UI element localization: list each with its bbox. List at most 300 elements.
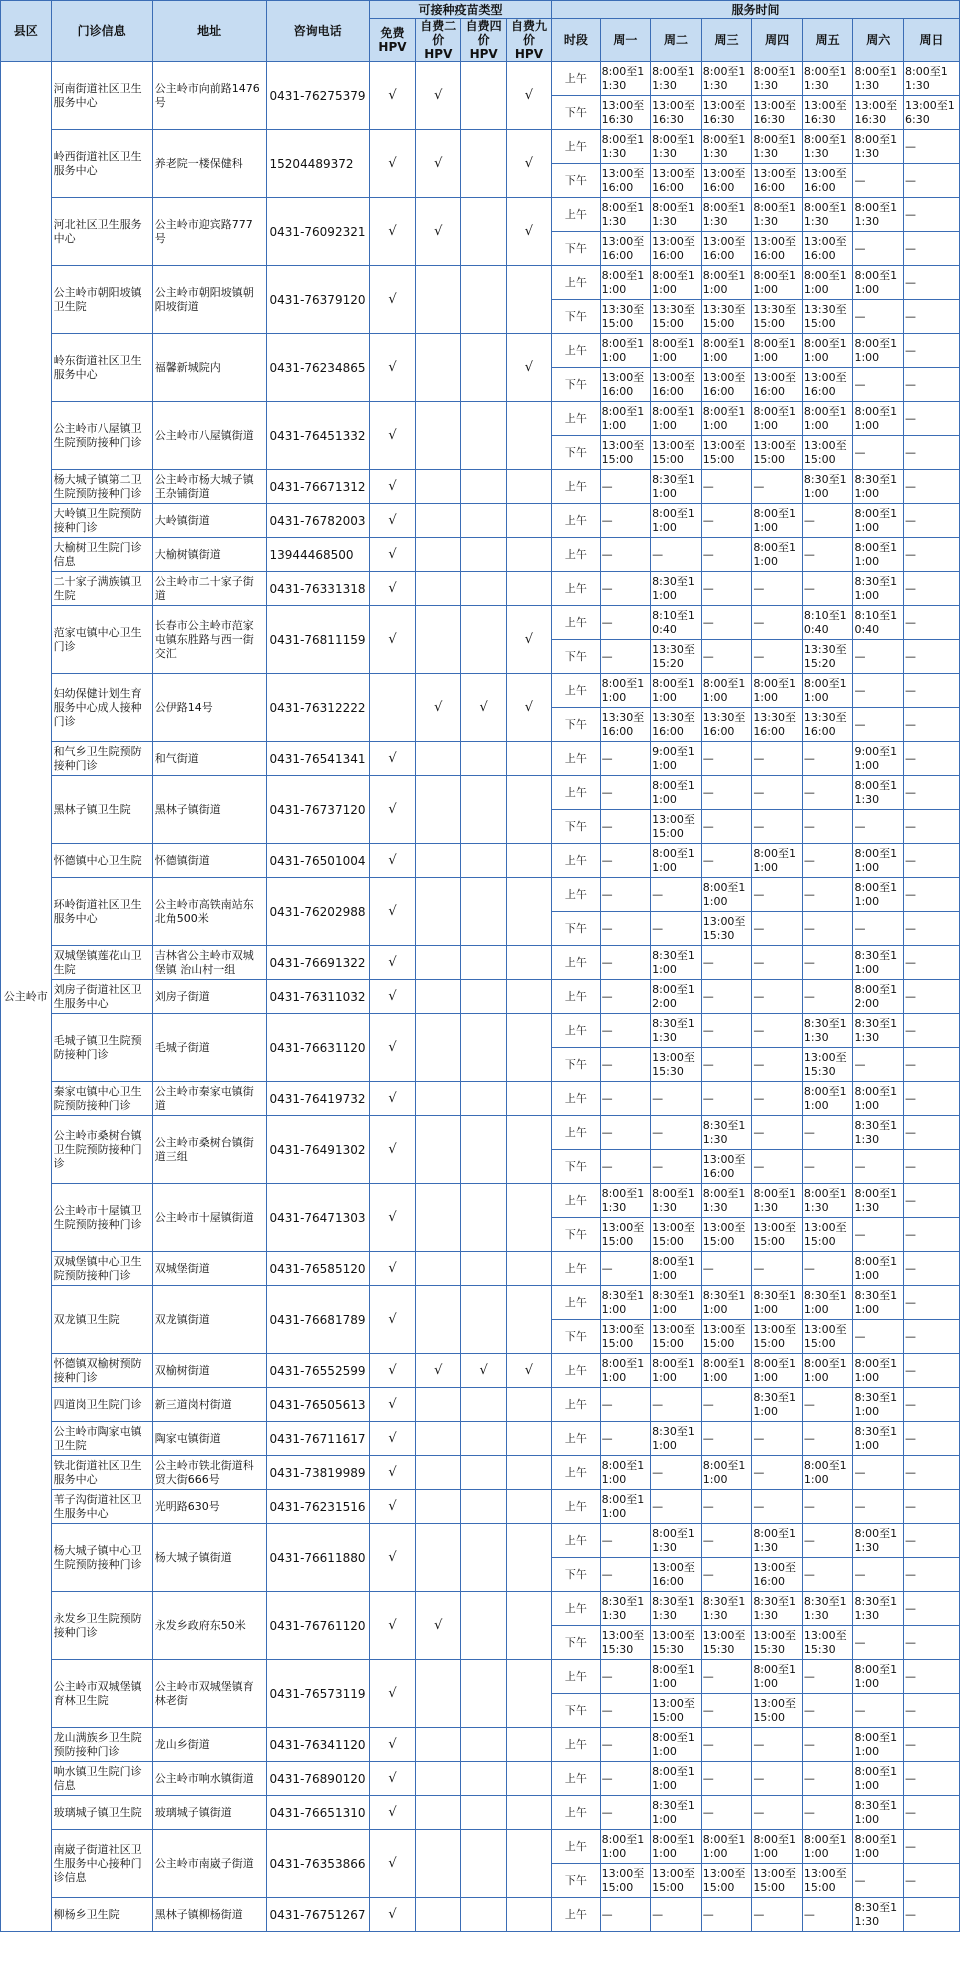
clinic-address: 毛城子街道	[152, 1014, 266, 1082]
table-row	[1, 1830, 960, 1864]
clinic-name: 铁北街道社区卫生服务中心	[51, 1456, 152, 1490]
time-sat: —	[853, 1150, 904, 1184]
time-sun: —	[904, 1116, 960, 1150]
session-period: 下午	[552, 1626, 600, 1660]
time-sat: —	[853, 368, 904, 402]
time-fri: —	[802, 1796, 853, 1830]
time-wed: 8:00至11:00	[701, 1354, 752, 1388]
clinic-name: 刘房子街道社区卫生服务中心	[51, 980, 152, 1014]
table-row	[1, 130, 960, 164]
clinic-address: 公伊路14号	[152, 674, 266, 742]
vaccine-free-check: √	[369, 1592, 415, 1660]
vaccine-9v-check	[506, 878, 551, 946]
clinic-phone: 0431-76737120	[266, 776, 369, 844]
time-sat: —	[853, 164, 904, 198]
time-sat: 8:30至11:00	[853, 470, 904, 504]
time-sat: —	[853, 810, 904, 844]
time-tue: —	[651, 1082, 702, 1116]
header-wed: 周三	[701, 19, 752, 62]
clinic-name: 河南街道社区卫生服务中心	[51, 62, 152, 130]
header-vaccine-4v: 自费四价 HPV	[461, 19, 506, 62]
vaccine-free-check: √	[369, 606, 415, 674]
time-mon: 13:00至15:00	[600, 1218, 651, 1252]
session-period: 上午	[552, 1422, 600, 1456]
time-sun: —	[904, 504, 960, 538]
vaccine-free-check: √	[369, 1184, 415, 1252]
vaccine-free-check: √	[369, 1728, 415, 1762]
time-thu: —	[752, 776, 803, 810]
clinic-address: 养老院一楼保健科	[152, 130, 266, 198]
time-fri: 8:00至11:00	[802, 674, 853, 708]
time-sun: —	[904, 1898, 960, 1932]
vaccine-9v-check	[506, 1490, 551, 1524]
vaccine-9v-check	[506, 1898, 551, 1932]
vaccine-4v-check	[461, 1728, 506, 1762]
time-sat: 8:00至11:30	[853, 1184, 904, 1218]
time-fri: 8:30至11:00	[802, 1286, 853, 1320]
table-row	[1, 1490, 960, 1524]
time-mon: —	[600, 470, 651, 504]
time-tue: 8:00至11:00	[651, 504, 702, 538]
clinic-address: 刘房子街道	[152, 980, 266, 1014]
time-tue: 8:00至11:00	[651, 1660, 702, 1694]
time-wed: —	[701, 1898, 752, 1932]
clinic-phone: 0431-76501004	[266, 844, 369, 878]
vaccine-free-check: √	[369, 878, 415, 946]
clinic-name: 永发乡卫生院预防接种门诊	[51, 1592, 152, 1660]
time-sat: —	[853, 1320, 904, 1354]
vaccine-9v-check	[506, 1286, 551, 1354]
session-period: 下午	[552, 164, 600, 198]
clinic-phone: 0431-76552599	[266, 1354, 369, 1388]
time-fri: —	[802, 878, 853, 912]
clinic-name: 双城堡镇中心卫生院预防接种门诊	[51, 1252, 152, 1286]
time-tue: —	[651, 1490, 702, 1524]
vaccine-2v-check	[416, 402, 461, 470]
vaccine-9v-check: √	[506, 62, 551, 130]
time-fri: —	[802, 946, 853, 980]
header-vaccine-group: 可接种疫苗类型	[369, 1, 551, 19]
time-wed: 13:30至15:00	[701, 300, 752, 334]
table-row	[1, 1728, 960, 1762]
clinic-address: 公主岭市十屋镇街道	[152, 1184, 266, 1252]
session-period: 上午	[552, 1184, 600, 1218]
clinic-address: 黑林子镇柳杨街道	[152, 1898, 266, 1932]
clinic-address: 双城堡街道	[152, 1252, 266, 1286]
time-thu: —	[752, 980, 803, 1014]
time-thu: 8:00至11:00	[752, 402, 803, 436]
clinic-address: 长春市公主岭市范家屯镇东胜路与西一街交汇	[152, 606, 266, 674]
clinic-phone: 0431-76331318	[266, 572, 369, 606]
vaccine-9v-check	[506, 1762, 551, 1796]
time-sat: 8:00至11:00	[853, 334, 904, 368]
session-period: 上午	[552, 504, 600, 538]
header-sun: 周日	[904, 19, 960, 62]
table-row	[1, 776, 960, 810]
clinic-name: 环岭街道社区卫生服务中心	[51, 878, 152, 946]
time-thu: 13:00至15:00	[752, 1218, 803, 1252]
time-thu: 8:00至11:00	[752, 538, 803, 572]
table-row	[1, 1422, 960, 1456]
vaccine-free-check: √	[369, 1286, 415, 1354]
vaccine-free-check: √	[369, 470, 415, 504]
time-sat: 8:30至11:30	[853, 1898, 904, 1932]
time-fri: 8:30至11:30	[802, 1592, 853, 1626]
vaccine-free-check: √	[369, 1252, 415, 1286]
time-sun: —	[904, 470, 960, 504]
session-period: 上午	[552, 742, 600, 776]
header-clinic: 门诊信息	[51, 1, 152, 62]
session-period: 上午	[552, 1252, 600, 1286]
time-fri: 13:00至16:30	[802, 96, 853, 130]
time-thu: —	[752, 1728, 803, 1762]
time-sun: —	[904, 1558, 960, 1592]
vaccine-2v-check	[416, 1728, 461, 1762]
time-thu: 8:00至11:00	[752, 1354, 803, 1388]
time-tue: 8:00至11:30	[651, 198, 702, 232]
time-thu: 13:00至16:30	[752, 96, 803, 130]
time-mon: 13:00至16:30	[600, 96, 651, 130]
time-sat: 8:30至11:30	[853, 1116, 904, 1150]
table-row	[1, 1796, 960, 1830]
time-sat: 8:00至11:00	[853, 402, 904, 436]
time-wed: —	[701, 1660, 752, 1694]
time-tue: 13:00至15:30	[651, 1626, 702, 1660]
time-fri: —	[802, 980, 853, 1014]
session-period: 上午	[552, 1524, 600, 1558]
time-mon: —	[600, 1388, 651, 1422]
header-thu: 周四	[752, 19, 803, 62]
clinic-name: 妇幼保健计划生育服务中心成人接种门诊	[51, 674, 152, 742]
clinic-name: 大榆树卫生院门诊信息	[51, 538, 152, 572]
time-sat: —	[853, 1626, 904, 1660]
session-period: 上午	[552, 1592, 600, 1626]
session-period: 上午	[552, 1286, 600, 1320]
vaccine-4v-check	[461, 1660, 506, 1728]
table-row	[1, 1762, 960, 1796]
vaccine-4v-check	[461, 62, 506, 130]
session-period: 上午	[552, 1014, 600, 1048]
time-tue: —	[651, 1456, 702, 1490]
time-sat: 8:30至11:00	[853, 1796, 904, 1830]
vaccine-4v-check	[461, 742, 506, 776]
session-period: 下午	[552, 300, 600, 334]
vaccine-4v-check	[461, 130, 506, 198]
session-period: 上午	[552, 1490, 600, 1524]
time-tue: —	[651, 1116, 702, 1150]
time-thu: —	[752, 470, 803, 504]
vaccine-4v-check	[461, 1422, 506, 1456]
time-thu: 13:00至16:00	[752, 368, 803, 402]
time-fri: 13:00至16:00	[802, 232, 853, 266]
time-wed: —	[701, 980, 752, 1014]
time-mon: —	[600, 538, 651, 572]
session-period: 上午	[552, 1898, 600, 1932]
time-mon: —	[600, 912, 651, 946]
time-sat: 8:00至11:00	[853, 878, 904, 912]
vaccine-2v-check	[416, 844, 461, 878]
time-tue: —	[651, 878, 702, 912]
time-sat: 8:30至11:00	[853, 1388, 904, 1422]
time-tue: 8:00至11:00	[651, 674, 702, 708]
time-wed: 8:00至11:00	[701, 674, 752, 708]
vaccine-4v-check	[461, 1796, 506, 1830]
time-fri: 13:00至15:30	[802, 1626, 853, 1660]
table-row	[1, 1184, 960, 1218]
vaccine-4v-check	[461, 606, 506, 674]
time-mon: 13:00至15:00	[600, 436, 651, 470]
time-thu: 13:00至16:00	[752, 232, 803, 266]
vaccine-4v-check	[461, 1456, 506, 1490]
vaccine-free-check: √	[369, 1898, 415, 1932]
clinic-phone: 0431-76471303	[266, 1184, 369, 1252]
clinic-address: 公主岭市向前路1476号	[152, 62, 266, 130]
clinic-name: 岭东街道社区卫生服务中心	[51, 334, 152, 402]
vaccine-free-check: √	[369, 946, 415, 980]
time-thu: —	[752, 640, 803, 674]
clinic-name: 大岭镇卫生院预防接种门诊	[51, 504, 152, 538]
time-wed: —	[701, 810, 752, 844]
time-wed: —	[701, 776, 752, 810]
time-tue: 13:00至15:00	[651, 1694, 702, 1728]
time-tue: 8:00至11:00	[651, 1762, 702, 1796]
time-tue: 8:00至11:00	[651, 334, 702, 368]
session-period: 上午	[552, 538, 600, 572]
clinic-address: 公主岭市南崴子街道	[152, 1830, 266, 1898]
clinic-phone: 0431-76275379	[266, 62, 369, 130]
session-period: 上午	[552, 130, 600, 164]
clinic-name: 杨大城子镇第二卫生院预防接种门诊	[51, 470, 152, 504]
vaccine-9v-check	[506, 1456, 551, 1490]
time-sat: —	[853, 300, 904, 334]
time-mon: 8:30至11:00	[600, 1286, 651, 1320]
vaccine-free-check: √	[369, 1796, 415, 1830]
time-sun: —	[904, 1762, 960, 1796]
time-fri: —	[802, 1558, 853, 1592]
time-fri: —	[802, 1388, 853, 1422]
vaccine-2v-check	[416, 878, 461, 946]
time-sun: —	[904, 1796, 960, 1830]
time-thu: —	[752, 810, 803, 844]
header-phone: 咨询电话	[266, 1, 369, 62]
time-tue: 8:00至11:00	[651, 844, 702, 878]
time-wed: 13:00至16:00	[701, 1150, 752, 1184]
time-wed: —	[701, 606, 752, 640]
time-fri: 8:00至11:30	[802, 1184, 853, 1218]
vaccine-9v-check	[506, 1592, 551, 1660]
time-tue: —	[651, 538, 702, 572]
time-mon: 8:00至11:00	[600, 674, 651, 708]
vaccine-free-check: √	[369, 1422, 415, 1456]
time-thu: —	[752, 606, 803, 640]
clinic-phone: 0431-76782003	[266, 504, 369, 538]
clinic-name: 怀德镇双榆树预防接种门诊	[51, 1354, 152, 1388]
clinic-name: 双龙镇卫生院	[51, 1286, 152, 1354]
time-sat: —	[853, 1048, 904, 1082]
time-tue: 9:00至11:00	[651, 742, 702, 776]
time-mon: —	[600, 1048, 651, 1082]
time-sat: 8:30至11:30	[853, 1014, 904, 1048]
session-period: 上午	[552, 878, 600, 912]
clinic-name: 范家屯镇中心卫生门诊	[51, 606, 152, 674]
time-tue: 13:30至16:00	[651, 708, 702, 742]
time-fri: 8:00至11:00	[802, 1354, 853, 1388]
time-mon: 13:00至16:00	[600, 368, 651, 402]
session-period: 上午	[552, 1796, 600, 1830]
vaccine-free-check: √	[369, 1116, 415, 1184]
time-thu: 8:00至11:00	[752, 334, 803, 368]
time-thu: 8:00至11:30	[752, 198, 803, 232]
vaccine-free-check: √	[369, 1524, 415, 1592]
vaccine-4v-check	[461, 538, 506, 572]
time-tue: 8:00至11:30	[651, 130, 702, 164]
session-period: 上午	[552, 1354, 600, 1388]
time-thu: 13:00至15:30	[752, 1626, 803, 1660]
time-fri: —	[802, 538, 853, 572]
time-wed: 8:30至11:30	[701, 1592, 752, 1626]
time-fri: 8:00至11:30	[802, 198, 853, 232]
table-row	[1, 1354, 960, 1388]
time-wed: 13:00至16:30	[701, 96, 752, 130]
time-tue: 8:30至11:00	[651, 946, 702, 980]
clinic-name: 河北社区卫生服务中心	[51, 198, 152, 266]
time-sun: —	[904, 1864, 960, 1898]
time-wed: —	[701, 1014, 752, 1048]
vaccine-2v-check	[416, 572, 461, 606]
vaccine-9v-check	[506, 1728, 551, 1762]
time-thu: 8:30至11:30	[752, 1592, 803, 1626]
time-mon: —	[600, 640, 651, 674]
vaccine-free-check: √	[369, 504, 415, 538]
table-row	[1, 1014, 960, 1048]
time-fri: 13:30至15:00	[802, 300, 853, 334]
time-thu: 8:00至11:30	[752, 130, 803, 164]
session-period: 上午	[552, 1116, 600, 1150]
time-sat: —	[853, 1864, 904, 1898]
time-fri: —	[802, 1252, 853, 1286]
time-wed: 8:00至11:00	[701, 266, 752, 300]
time-thu: 8:30至11:00	[752, 1388, 803, 1422]
time-thu: —	[752, 1422, 803, 1456]
clinic-name: 玻璃城子镇卫生院	[51, 1796, 152, 1830]
time-sat: 8:00至11:00	[853, 1728, 904, 1762]
vaccine-9v-check: √	[506, 130, 551, 198]
time-fri: —	[802, 1898, 853, 1932]
time-thu: —	[752, 878, 803, 912]
vaccine-2v-check	[416, 606, 461, 674]
session-period: 上午	[552, 470, 600, 504]
clinic-address: 公主岭市八屋镇街道	[152, 402, 266, 470]
time-sat: 8:00至11:30	[853, 198, 904, 232]
time-mon: —	[600, 878, 651, 912]
session-period: 上午	[552, 1728, 600, 1762]
table-row	[1, 470, 960, 504]
time-fri: 8:00至11:00	[802, 334, 853, 368]
table-row	[1, 1286, 960, 1320]
clinic-name: 毛城子镇卫生院预防接种门诊	[51, 1014, 152, 1082]
time-mon: —	[600, 844, 651, 878]
time-wed: —	[701, 538, 752, 572]
time-mon: 8:00至11:30	[600, 198, 651, 232]
vaccine-9v-check	[506, 504, 551, 538]
time-mon: —	[600, 1252, 651, 1286]
time-mon: 8:30至11:30	[600, 1592, 651, 1626]
vaccine-9v-check	[506, 538, 551, 572]
clinic-phone: 0431-76491302	[266, 1116, 369, 1184]
time-wed: —	[701, 946, 752, 980]
table-row	[1, 674, 960, 708]
time-wed: 13:00至16:00	[701, 164, 752, 198]
header-vaccine-9v: 自费九价 HPV	[506, 19, 551, 62]
time-wed: 8:30至11:30	[701, 1116, 752, 1150]
header-tue: 周二	[651, 19, 702, 62]
time-mon: 8:00至11:00	[600, 1490, 651, 1524]
time-tue: 13:00至16:00	[651, 164, 702, 198]
clinic-name: 二十家子满族镇卫生院	[51, 572, 152, 606]
time-mon: —	[600, 1422, 651, 1456]
time-sun: —	[904, 130, 960, 164]
header-vaccine-2v: 自费二价 HPV	[416, 19, 461, 62]
time-wed: 13:00至16:00	[701, 232, 752, 266]
session-period: 上午	[552, 776, 600, 810]
time-sun: —	[904, 538, 960, 572]
time-mon: —	[600, 776, 651, 810]
clinic-address: 大岭镇街道	[152, 504, 266, 538]
clinic-address: 公主岭市桑树台镇街道三组	[152, 1116, 266, 1184]
vaccine-free-check: √	[369, 1388, 415, 1422]
session-period: 下午	[552, 368, 600, 402]
clinic-name: 杨大城子镇中心卫生院预防接种门诊	[51, 1524, 152, 1592]
time-tue: 8:00至11:30	[651, 1524, 702, 1558]
vaccine-4v-check	[461, 980, 506, 1014]
session-period: 上午	[552, 946, 600, 980]
time-fri: 13:00至15:00	[802, 1320, 853, 1354]
vaccine-9v-check	[506, 1524, 551, 1592]
vaccine-2v-check	[416, 334, 461, 402]
clinic-address: 公主岭市杨大城子镇王杂铺街道	[152, 470, 266, 504]
time-fri: 13:30至16:00	[802, 708, 853, 742]
time-tue: —	[651, 1150, 702, 1184]
time-sun: —	[904, 1422, 960, 1456]
time-fri: 13:00至15:00	[802, 1218, 853, 1252]
time-wed: 13:00至15:00	[701, 1320, 752, 1354]
time-fri: —	[802, 1694, 853, 1728]
session-period: 下午	[552, 1150, 600, 1184]
time-wed: —	[701, 1558, 752, 1592]
clinic-address: 新三道岗村街道	[152, 1388, 266, 1422]
time-mon: 13:30至15:00	[600, 300, 651, 334]
vaccine-9v-check	[506, 742, 551, 776]
time-fri: 13:00至15:30	[802, 1048, 853, 1082]
table-row	[1, 1388, 960, 1422]
time-sat: 8:00至11:00	[853, 538, 904, 572]
vaccine-4v-check	[461, 1762, 506, 1796]
vaccine-2v-check	[416, 538, 461, 572]
time-mon: —	[600, 606, 651, 640]
time-thu: 13:30至15:00	[752, 300, 803, 334]
vaccine-2v-check: √	[416, 130, 461, 198]
table-header	[1, 1, 960, 62]
vaccine-free-check: √	[369, 198, 415, 266]
session-period: 上午	[552, 1660, 600, 1694]
clinic-name: 龙山满族乡卫生院预防接种门诊	[51, 1728, 152, 1762]
time-tue: 8:30至11:00	[651, 572, 702, 606]
clinic-address: 吉林省公主岭市双城堡镇 治山村一组	[152, 946, 266, 980]
time-mon: —	[600, 1014, 651, 1048]
table-row	[1, 1252, 960, 1286]
time-fri: —	[802, 1150, 853, 1184]
time-wed: —	[701, 1728, 752, 1762]
